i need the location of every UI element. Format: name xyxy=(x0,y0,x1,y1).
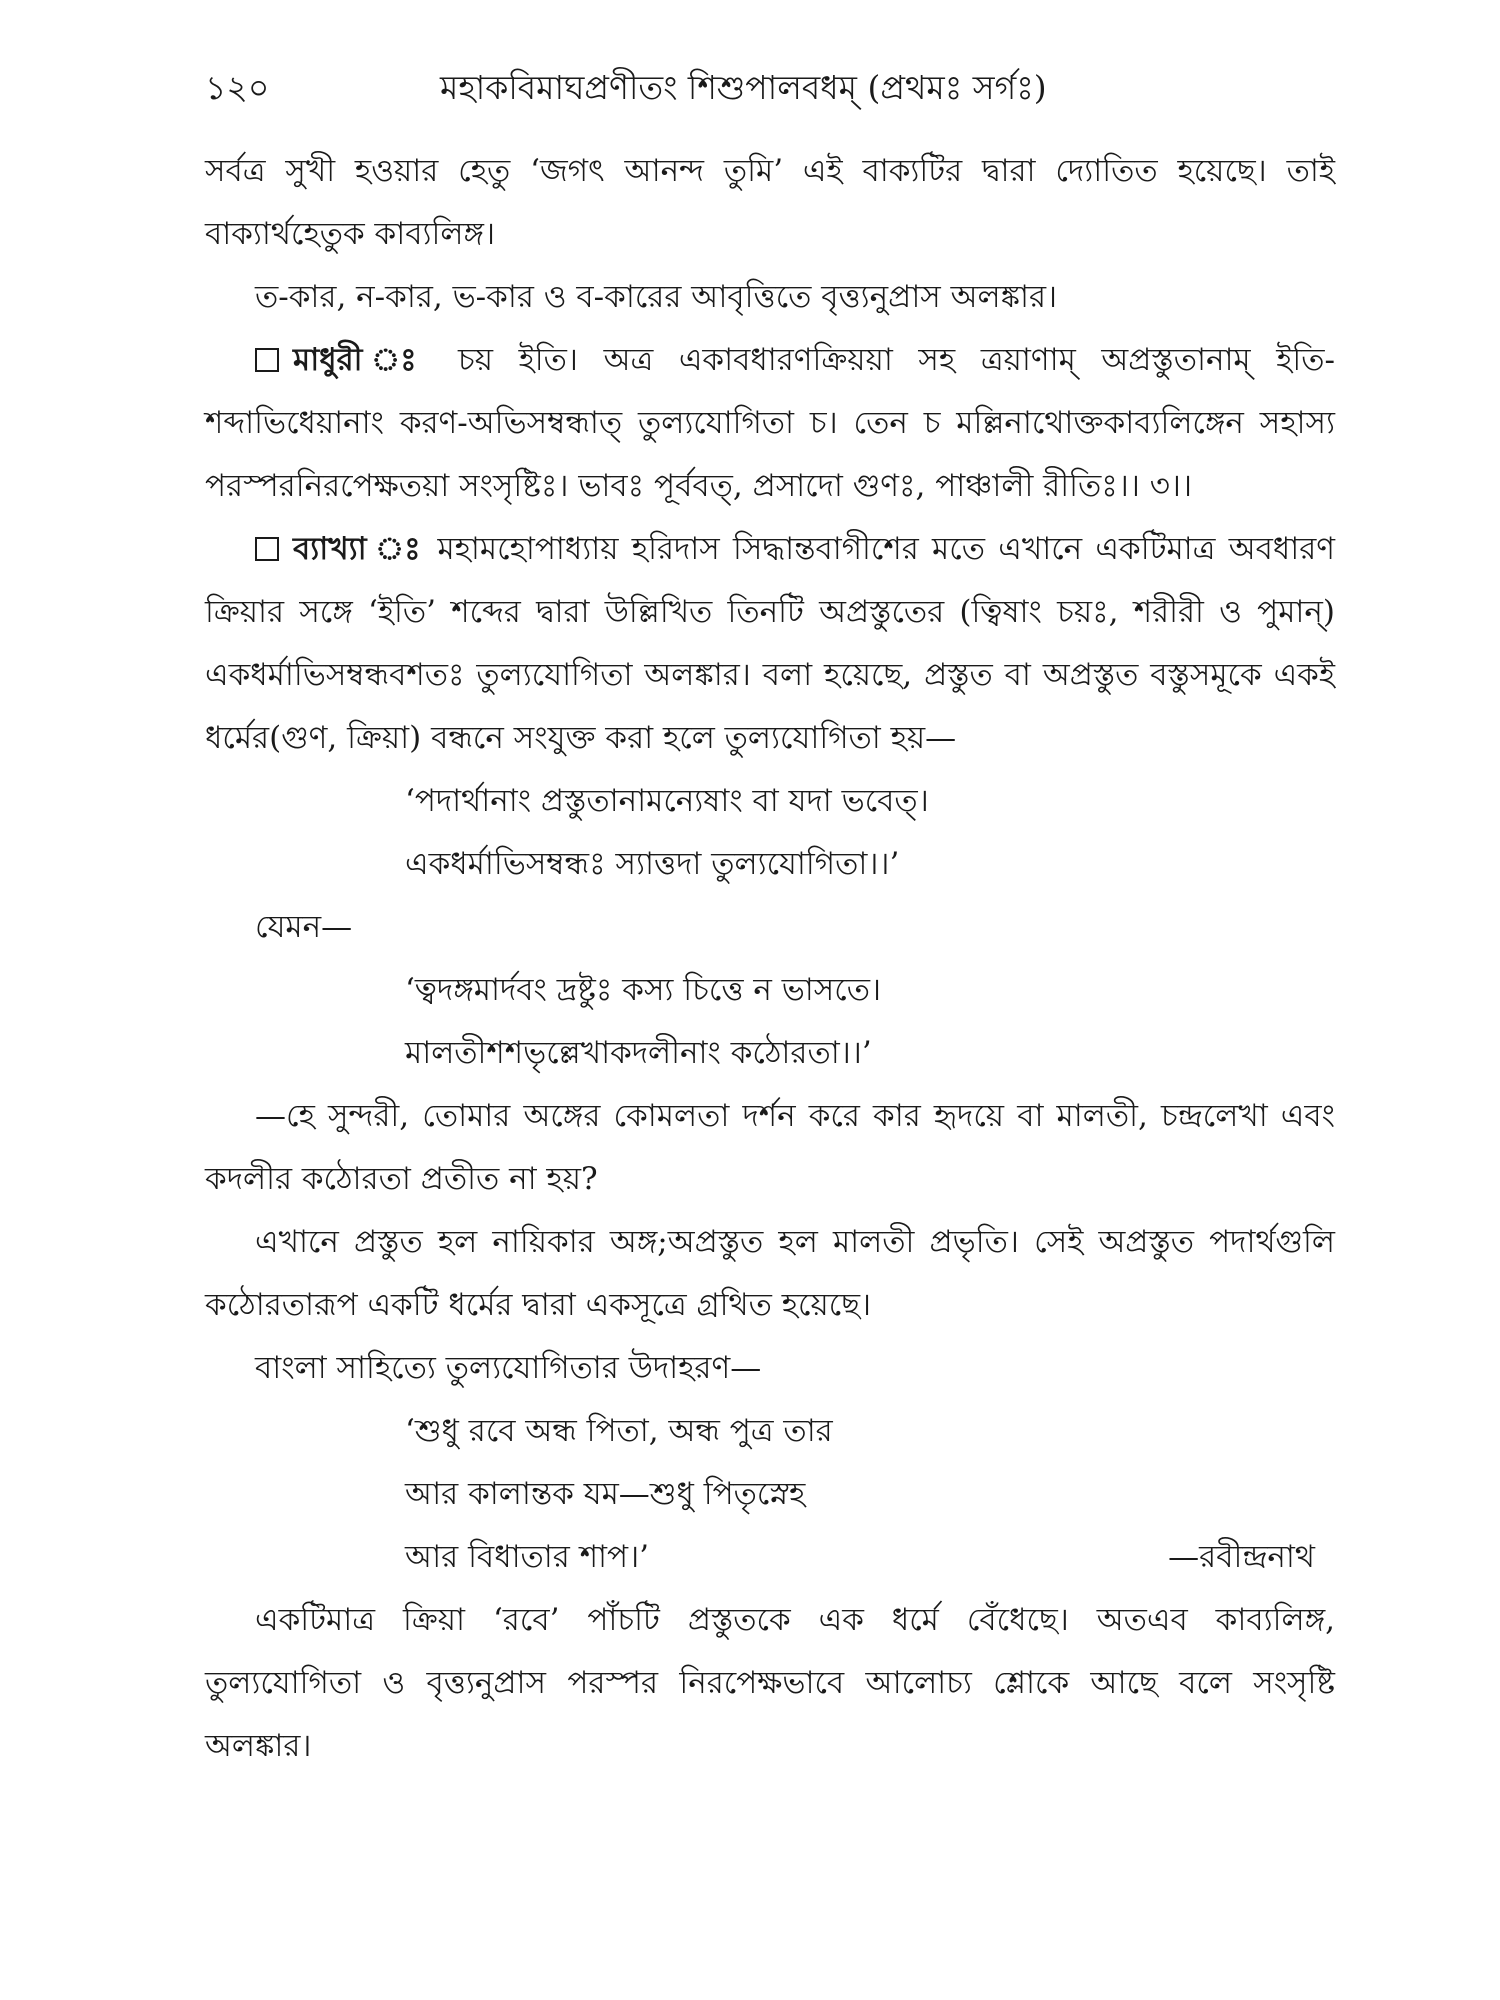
paragraph-hetu: সর্বত্র সুখী হওয়ার হেতু ‘জগৎ আনন্দ তুমি’ এই বাক্যটির দ্বারা দ্যোতিত হয়েছে। তাই বাক্যার্থহেতুক কাব্যলিঙ্গ। xyxy=(205,153,1335,252)
body-text xyxy=(205,140,1335,1778)
madhuri-text: চয় ইতি। অত্র একাবধারণক্রিয়য়া সহ ত্রয়াণাম্ অপ্রস্তুতানাম্ ইতি-শব্দাভিধেয়ানাং করণ-অভিসম্বন্ধাত্ তুল্যযোগিতা চ। তেন চ মল্লিনাথোক্তকাব্যলিঙ্গেন সহাস্য পরস্পরনিরপেক্ষতয়া সংসৃষ্টিঃ। ভাবঃ পূর্ববত্, প্রসাদো গুণঃ, পাঞ্চালী রীতিঃ।। ৩।। xyxy=(205,342,1335,504)
madhuri-label: মাধুরী ঃ xyxy=(293,342,433,378)
paragraph-anuprasa: ত-কার, ন-কার, ভ-কার ও ব-কারের আবৃত্তিতে বৃত্ত্যনুপ্রাস অলঙ্কার। xyxy=(255,279,1058,315)
checkbox-bullet-icon xyxy=(255,537,279,561)
vyakhya-label: ব্যাখ্যা ঃ xyxy=(293,531,425,567)
verse-line-with-attribution xyxy=(205,1526,1335,1589)
paragraph-yemon: যেমন— xyxy=(255,909,353,945)
paragraph-vyakhya xyxy=(205,518,1335,770)
verse-line: মালতীশশভৃল্লেখাকদলীনাং কঠোরতা।।’ xyxy=(405,1035,872,1071)
page-header xyxy=(205,62,1330,122)
paragraph-conclusion: একটিমাত্র ক্রিয়া ‘রবে’ পাঁচটি প্রস্তুতকে এক ধর্মে বেঁধেছে। অতএব কাব্যলিঙ্গ, তুল্যযোগিতা ও বৃত্ত্যনুপ্রাস পরস্পর নিরপেক্ষভাবে আলোচ্য শ্লোকে আছে বলে সংসৃষ্টি অলঙ্কার। xyxy=(205,1602,1335,1764)
paragraph-translation: —হে সুন্দরী, তোমার অঙ্গের কোমলতা দর্শন করে কার হৃদয়ে বা মালতী, চন্দ্রলেখা এবং কদলীর কঠোরতা প্রতীত না হয়? xyxy=(205,1098,1335,1197)
verse-line: একধর্মাভিসম্বন্ধঃ স্যাত্তদা তুল্যযোগিতা।।’ xyxy=(405,846,900,882)
verse-line: ‘ত্বদঙ্গমার্দবং দ্রষ্টুঃ কস্য চিত্তে ন ভাসতে। xyxy=(405,972,882,1008)
attribution: —রবীন্দ্রনাথ xyxy=(1168,1539,1315,1575)
verse-line: ‘শুধু রবে অন্ধ পিতা, অন্ধ পুত্র তার xyxy=(405,1413,833,1449)
page-number: ১২০ xyxy=(205,68,270,107)
running-head: মহাকবিমাঘপ্রণীতং শিশুপালবধম্ (প্রথমঃ সর্গঃ) xyxy=(440,68,1047,107)
verse-line: ‘পদার্থানাং প্রস্তুতানামন্যেষাং বা যদা ভবেত্। xyxy=(405,783,929,819)
paragraph-explanation: এখানে প্রস্তুত হল নায়িকার অঙ্গ;অপ্রস্তুত হল মালতী প্রভৃতি। সেই অপ্রস্তুত পদার্থগুলি কঠোরতারূপ একটি ধর্মের দ্বারা একসূত্রে গ্রথিত হয়েছে। xyxy=(205,1224,1335,1323)
checkbox-bullet-icon xyxy=(255,348,279,372)
paragraph-bangla-example: বাংলা সাহিত্যে তুল্যযোগিতার উদাহরণ— xyxy=(255,1350,762,1386)
vyakhya-text: মহামহোপাধ্যায় হরিদাস সিদ্ধান্তবাগীশের মতে এখানে একটিমাত্র অবধারণ ক্রিয়ার সঙ্গে ‘ইতি’ শব্দের দ্বারা উল্লিখিত তিনটি অপ্রস্তুতের (ত্বিষাং চয়ঃ, শরীরী ও পুমান্) একধর্মাভিসম্বন্ধবশতঃ তুল্যযোগিতা অলঙ্কার। বলা হয়েছে, প্রস্তুত বা অপ্রস্তুত বস্তুসমূকে একই ধর্মের(গুণ, ক্রিয়া) বন্ধনে সংযুক্ত করা হলে তুল্যযোগিতা হয়— xyxy=(205,531,1335,756)
paragraph-madhuri xyxy=(205,329,1335,518)
verse-line: আর কালান্তক যম—শুধু পিতৃস্নেহ xyxy=(405,1476,806,1512)
verse-line: আর বিধাতার শাপ।’ xyxy=(405,1539,650,1575)
